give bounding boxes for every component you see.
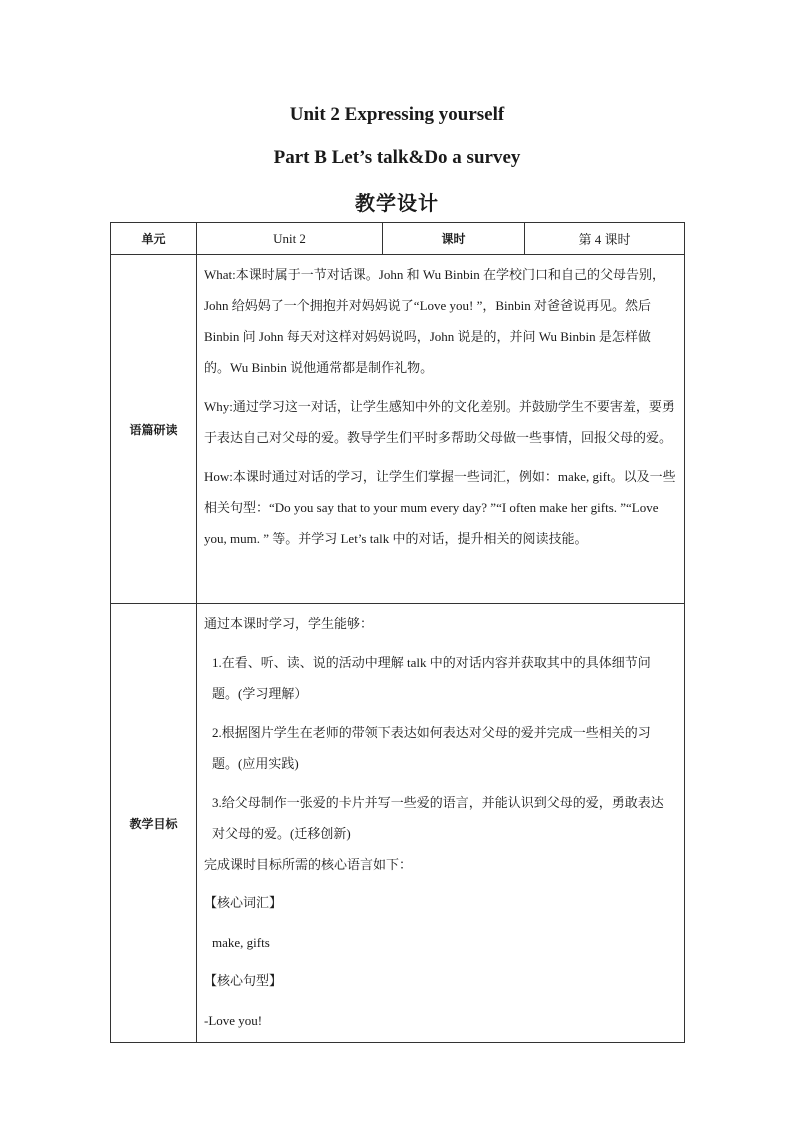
analysis-content [197,255,685,604]
core-language-intro: 完成课时目标所需的核心语言如下： [204,857,413,872]
sentence-item: -Love you! [204,1013,263,1028]
document-heading: 教学设计 [355,191,439,215]
analysis-why: Why:通过学习这一对话，让学生感知中外的文化差别。并鼓励学生不要害羞，要勇于表达自己对父母的爱。教导学生们平时多帮助父母做一些事情，回报父母的爱。 [204,399,675,445]
objective-item-2: 2.根据图片学生在老师的带领下表达如何表达对父母的爱并完成一些相关的习题。(应用实践) [212,725,651,771]
objectives-intro: 通过本课时学习，学生能够： [204,616,374,631]
objective-item-1: 1.在看、听、读、说的活动中理解 talk 中的对话内容并获取其中的具体细节问题。(学习理解） [212,655,651,701]
analysis-row [111,255,685,604]
header-row [111,223,685,255]
vocab-heading: 【核心词汇】 [204,896,283,911]
sentence-heading: 【核心句型】 [204,974,283,989]
analysis-how: How:本课时通过对话的学习，让学生们掌握一些词汇，例如：make, gift。以及一些相关句型：“Do you say that to your mum every day? ”“I often make her gifts. ”“Love you, mum. ” 等。并学习 Let’s talk 中的对话，提升相关的阅读技能。 [204,469,676,546]
document-title: Unit 2 Expressing yourself [289,104,505,125]
analysis-what: What:本课时属于一节对话课。John 和 Wu Binbin 在学校门口和自己的父母告别，John 给妈妈了一个拥抱并对妈妈说了“Love you! ”，Binbin 对爸爸说再见。然后 Binbin 问 John 每天对这样对妈妈说吗，John 说是的，并问 Wu Binbin 是怎样做的。Wu Binbin 说他通常都是制作礼物。 [204,267,665,375]
objectives-label: 教学目标 [111,604,197,1043]
document-subtitle: Part B Let’s talk&Do a survey [273,147,521,168]
unit-label: 单元 [111,223,197,255]
objectives-row [111,604,685,1043]
period-label: 课时 [383,223,525,255]
period-value: 第 4 课时 [525,223,685,255]
unit-value: Unit 2 [197,223,383,255]
analysis-label: 语篇研读 [111,255,197,604]
objectives-content [197,604,685,1043]
vocab-list: make, gifts [212,935,270,950]
objective-item-3: 3.给父母制作一张爱的卡片并写一些爱的语言，并能认识到父母的爱，勇敢表达对父母的爱。(迁移创新) [212,795,664,841]
lesson-plan-table [110,222,685,1043]
